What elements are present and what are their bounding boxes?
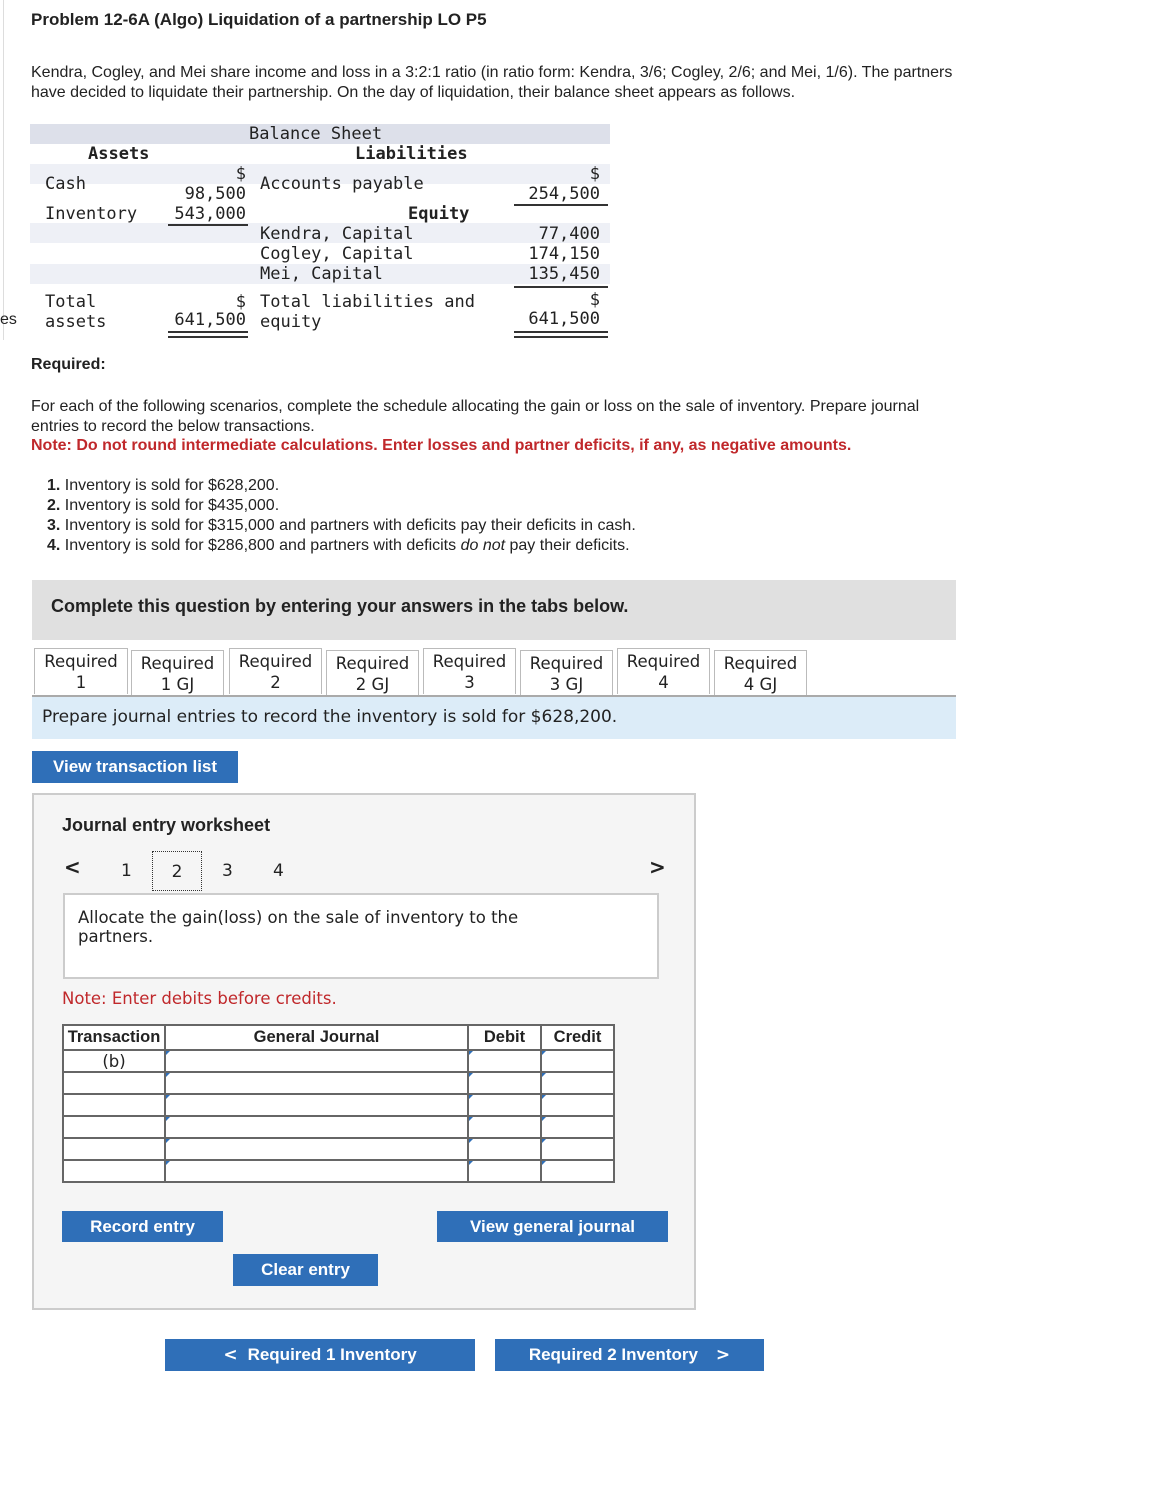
credit-input[interactable] (541, 1094, 614, 1116)
table-row (63, 1094, 614, 1116)
table-row (63, 1160, 614, 1182)
transaction-header: Transaction (63, 1025, 165, 1050)
view-transaction-list-button[interactable]: View transaction list (32, 751, 238, 783)
debit-input[interactable] (468, 1116, 541, 1138)
debit-input[interactable] (468, 1072, 541, 1094)
total-le-double-underline (514, 331, 608, 338)
table-row (63, 1138, 614, 1160)
transaction-cell (63, 1094, 165, 1116)
total-assets-double-underline (168, 331, 248, 338)
problem-title: Problem 12-6A (Algo) Liquidation of a partnership LO P5 (31, 10, 487, 29)
inventory-value: 543,000 (174, 204, 246, 224)
debit-input[interactable] (468, 1094, 541, 1116)
general-journal-header: General Journal (165, 1025, 468, 1050)
credit-input[interactable] (541, 1072, 614, 1094)
tab-instruction-bar (32, 697, 956, 739)
total-assets-label-line1: Total (45, 292, 97, 312)
debit-header: Debit (468, 1025, 541, 1050)
scenario-item: 2. Inventory is sold for $435,000. (47, 497, 280, 514)
view-general-journal-button[interactable]: View general journal (437, 1211, 668, 1242)
table-row (63, 1116, 614, 1138)
chevron-left-icon: < (223, 1345, 238, 1365)
total-assets-label-line2: assets (45, 312, 107, 332)
worksheet-title: Journal entry worksheet (62, 815, 271, 835)
table-row (63, 1072, 614, 1094)
accounts-payable-currency: $ (589, 164, 600, 184)
entry-description-box (63, 893, 659, 979)
mei-capital-value: 135,450 (528, 264, 600, 284)
total-assets-currency: $ (235, 292, 246, 312)
debit-input[interactable] (468, 1138, 541, 1160)
credit-input[interactable] (541, 1160, 614, 1182)
left-edge-text: es (0, 311, 17, 328)
account-input[interactable] (165, 1116, 468, 1138)
transaction-cell: (b) (63, 1050, 165, 1072)
kendra-capital-value: 77,400 (538, 224, 600, 244)
entry-description: Allocate the gain(loss) on the sale of inventory to the partners. (78, 908, 519, 946)
mei-capital-underline (514, 286, 608, 288)
liabilities-header: Liabilities (355, 144, 468, 164)
credit-input[interactable] (541, 1050, 614, 1072)
tab-required-1[interactable]: Required 1 (34, 648, 128, 694)
inventory-underline (168, 224, 248, 226)
tab-instruction-text: Prepare journal entries to record the inventory is sold for $628,200. (42, 707, 618, 727)
cash-label: Cash (45, 174, 86, 194)
credit-input[interactable] (541, 1116, 614, 1138)
required-tabs (34, 648, 809, 696)
transaction-cell (63, 1072, 165, 1094)
transaction-cell (63, 1138, 165, 1160)
tab-required-3[interactable]: Required 3 (423, 648, 516, 694)
chevron-right-icon: > (715, 1345, 731, 1365)
assets-header: Assets (88, 144, 150, 164)
tab-required-2[interactable]: Required 2 (229, 648, 322, 694)
intro-text: Kendra, Cogley, and Mei share income and loss in a 3:2:1 ratio (in ratio form: Kendra, 3/6; Cogley, 2/6; and Mei, 1/6). The partners have decided to liquidate their partnership. On the day of liquidation, their balance sheet appears as follows. (31, 64, 953, 101)
account-input[interactable] (165, 1050, 468, 1072)
total-liabilities-equity-value: 641,500 (528, 309, 600, 329)
equity-header: Equity (408, 204, 470, 224)
scenario-item: 4. Inventory is sold for $286,800 and partners with deficits do not pay their deficits. (47, 537, 630, 554)
prev-page-icon[interactable]: < (64, 855, 81, 879)
mei-capital-label: Mei, Capital (260, 264, 383, 284)
table-row (63, 1050, 614, 1072)
credit-header: Credit (541, 1025, 614, 1050)
next-page-icon[interactable]: > (649, 855, 666, 879)
accounts-payable-underline (514, 204, 608, 206)
account-input[interactable] (165, 1072, 468, 1094)
required-text: For each of the following scenarios, complete the schedule allocating the gain or loss on the sale of inventory. Prepare journal entries to record the below transactions. (31, 398, 920, 435)
inventory-label: Inventory (45, 204, 138, 224)
next-required-button[interactable]: Required 2 Inventory > (495, 1339, 764, 1371)
total-liabilities-equity-label-line2: equity (260, 312, 322, 332)
left-panel-edge (0, 0, 4, 340)
banner-text: Complete this question by entering your answers in the tabs below. (51, 596, 629, 616)
cash-value: 98,500 (184, 184, 246, 204)
page-1[interactable]: 1 (121, 861, 132, 881)
cogley-capital-label: Cogley, Capital (260, 244, 414, 264)
account-input[interactable] (165, 1094, 468, 1116)
debits-credits-note: Note: Enter debits before credits. (62, 989, 337, 1008)
journal-entry-table (62, 1024, 615, 1183)
accounts-payable-label: Accounts payable (260, 174, 424, 194)
cogley-capital-value: 174,150 (528, 244, 600, 264)
scenario-item: 1. Inventory is sold for $628,200. (47, 477, 280, 494)
page-3[interactable]: 3 (222, 861, 233, 881)
balance-sheet-title: Balance Sheet (249, 124, 383, 144)
prev-required-button[interactable]: < Required 1 Inventory (165, 1339, 475, 1371)
page-4[interactable]: 4 (273, 861, 284, 881)
kendra-capital-label: Kendra, Capital (260, 224, 414, 244)
required-label: Required: (31, 356, 106, 373)
accounts-payable-value: 254,500 (528, 184, 600, 204)
clear-entry-button[interactable]: Clear entry (233, 1254, 378, 1286)
record-entry-button[interactable]: Record entry (62, 1211, 223, 1242)
credit-input[interactable] (541, 1138, 614, 1160)
tab-required-2-gj[interactable]: Required 2 GJ (326, 650, 419, 696)
instructions-banner (32, 580, 956, 640)
scenario-item: 3. Inventory is sold for $315,000 and partners with deficits pay their deficits in cash. (47, 517, 636, 534)
rounding-note: Note: Do not round intermediate calculations. Enter losses and partner deficits, if any, as negative amounts. (31, 437, 852, 454)
transaction-cell (63, 1160, 165, 1182)
tab-required-3-gj[interactable]: Required 3 GJ (520, 650, 613, 696)
tab-required-4[interactable]: Required 4 (617, 648, 710, 694)
cash-currency: $ (235, 164, 246, 184)
account-input[interactable] (165, 1160, 468, 1182)
debit-input[interactable] (468, 1160, 541, 1182)
transaction-cell (63, 1116, 165, 1138)
account-input[interactable] (165, 1138, 468, 1160)
debit-input[interactable] (468, 1050, 541, 1072)
tab-required-1-gj[interactable]: Required 1 GJ (131, 650, 224, 696)
total-liabilities-equity-label-line1: Total liabilities and (260, 292, 475, 312)
total-liabilities-equity-currency: $ (589, 290, 600, 310)
total-assets-value: 641,500 (174, 310, 246, 330)
tab-required-4-gj[interactable]: Required 4 GJ (714, 650, 807, 696)
page-2-current[interactable]: 2 (152, 851, 202, 891)
